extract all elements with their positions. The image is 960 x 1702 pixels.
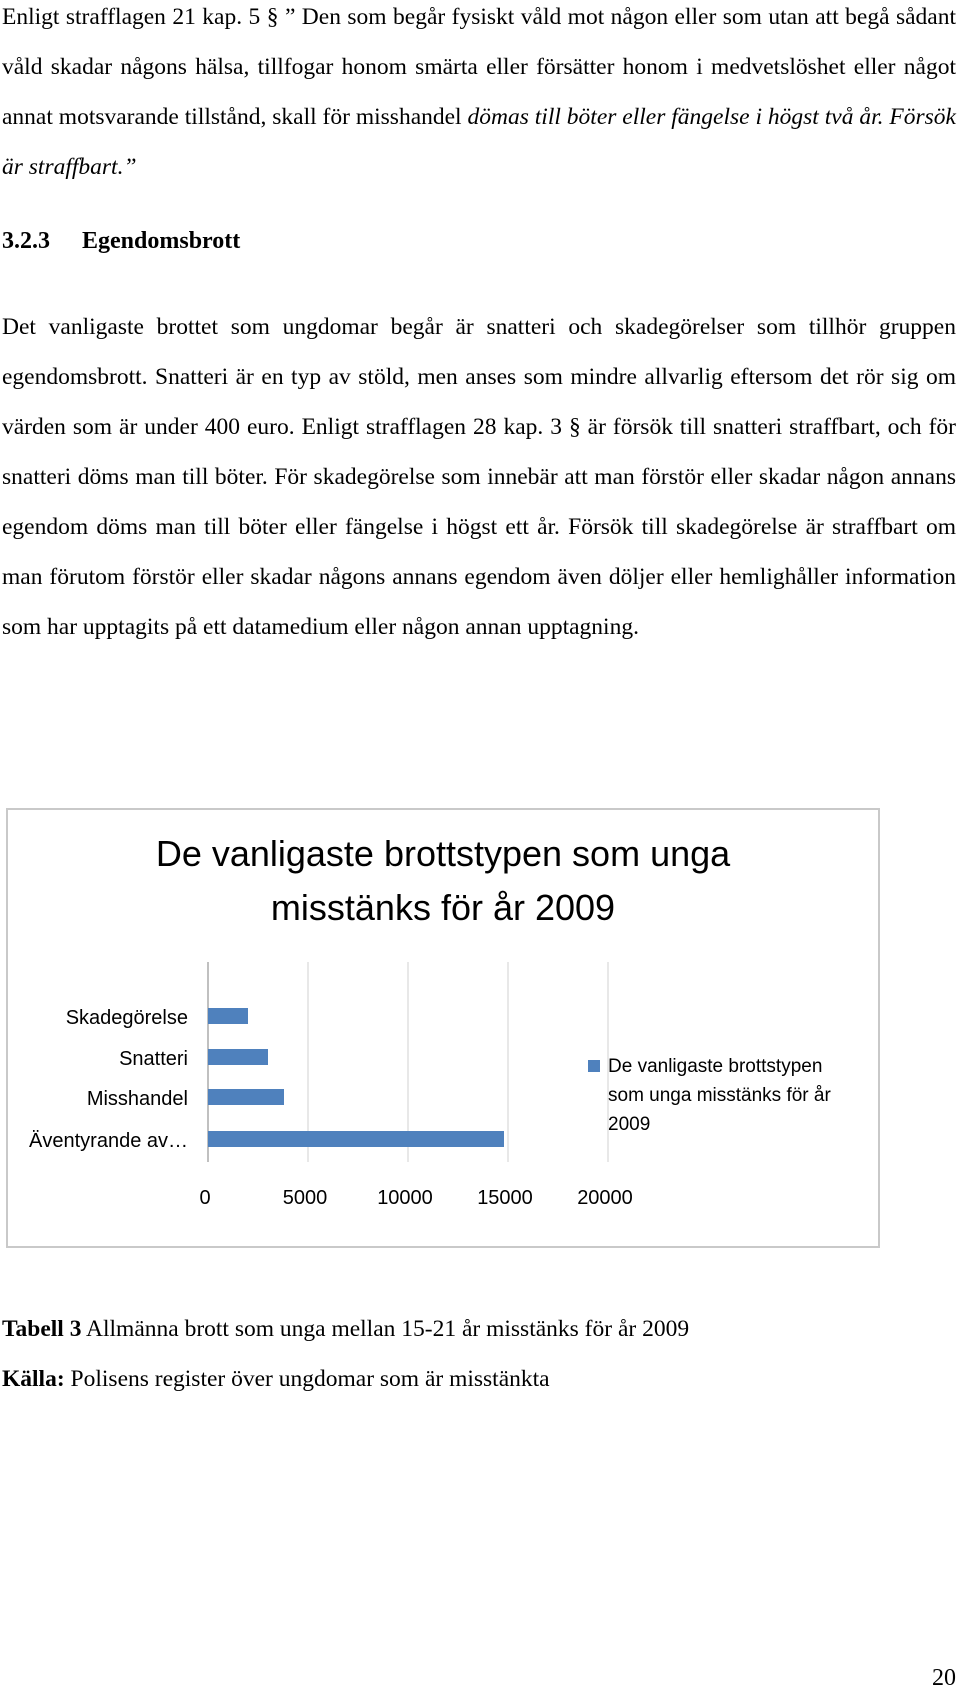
source-caption-text: Polisens register över ungdomar som är misstänkta <box>64 1366 550 1392</box>
chart-title-line: De vanligaste brottstypen som unga <box>155 833 731 874</box>
chart-title-line: misstänks för år 2009 <box>270 887 616 928</box>
section-heading <box>2 228 240 255</box>
chart-category-label: Snatteri <box>119 1048 188 1070</box>
chart-x-tick-label: 0 <box>199 1187 211 1209</box>
bar-chart <box>8 810 878 1246</box>
paragraph-law-quote-text: Enligt strafflagen 21 kap. 5 § ” Den som begår fysiskt våld mot någon eller som utan att begå sådant våld skadar någons hälsa, tillfogar honom smärta eller försätter honom i medvetslöshet eller något annat motsvarande tillstånd, skall för misshandel <box>2 4 956 130</box>
chart-legend-label: 2009 <box>608 1114 651 1135</box>
chart-legend-label: De vanligaste brottstypen <box>608 1056 823 1077</box>
chart-bar <box>208 1089 284 1105</box>
source-caption <box>2 1366 550 1393</box>
chart-bar <box>208 1049 268 1065</box>
paragraph-egendomsbrott: Det vanligaste brottet som ungdomar begår är snatteri och skadegörelser som tillhör gruppen egendomsbrott. Snatteri är en typ av stöld, men anses som mindre allvarlig eftersom det rör sig om värden som är under 400 euro. Enligt strafflagen 28 kap. 3 § är försök till snatteri straffbart, och för snatteri döms man till böter. För skadegörelse som innebär att man förstör eller skadar någon annans egendom döms man till böter eller fängelse i högst ett år. Försök till skadegörelse är straffbart om man förutom förstör eller skadar någons annans egendom även döljer eller hemlighåller information som har upptagits på ett datamedium eller någon annan upptagning. <box>2 314 956 640</box>
table-caption-label: Tabell 3 <box>2 1316 82 1342</box>
chart-x-tick-label: 10000 <box>377 1187 433 1209</box>
table-caption <box>2 1316 689 1343</box>
chart-bar <box>208 1131 504 1147</box>
chart-category-label: Misshandel <box>86 1088 188 1110</box>
chart-bar <box>208 1008 248 1024</box>
chart-legend-swatch <box>588 1060 600 1072</box>
paragraph-law-quote-italic: dömas till böter eller fängelse i högst två år. Försök är straffbart.” <box>2 104 956 180</box>
chart-x-tick-label: 15000 <box>477 1187 533 1209</box>
table-caption-text: Allmänna brott som unga mellan 15-21 år misstänks för år 2009 <box>81 1316 690 1342</box>
chart-legend-label: som unga misstänks för år <box>608 1085 831 1106</box>
chart-x-tick-label: 5000 <box>282 1187 328 1209</box>
chart-x-tick-label: 20000 <box>577 1187 633 1209</box>
chart-category-label: Skadegörelse <box>65 1007 188 1029</box>
section-title: Egendomsbrott <box>82 228 241 254</box>
section-number: 3.2.3 <box>2 228 50 254</box>
source-caption-label: Källa: <box>2 1366 65 1392</box>
page-number: 20 <box>932 1665 956 1691</box>
paragraph-law-quote <box>2 0 956 192</box>
chart-container <box>6 808 880 1248</box>
chart-category-label: Äventyrande av… <box>29 1130 188 1152</box>
